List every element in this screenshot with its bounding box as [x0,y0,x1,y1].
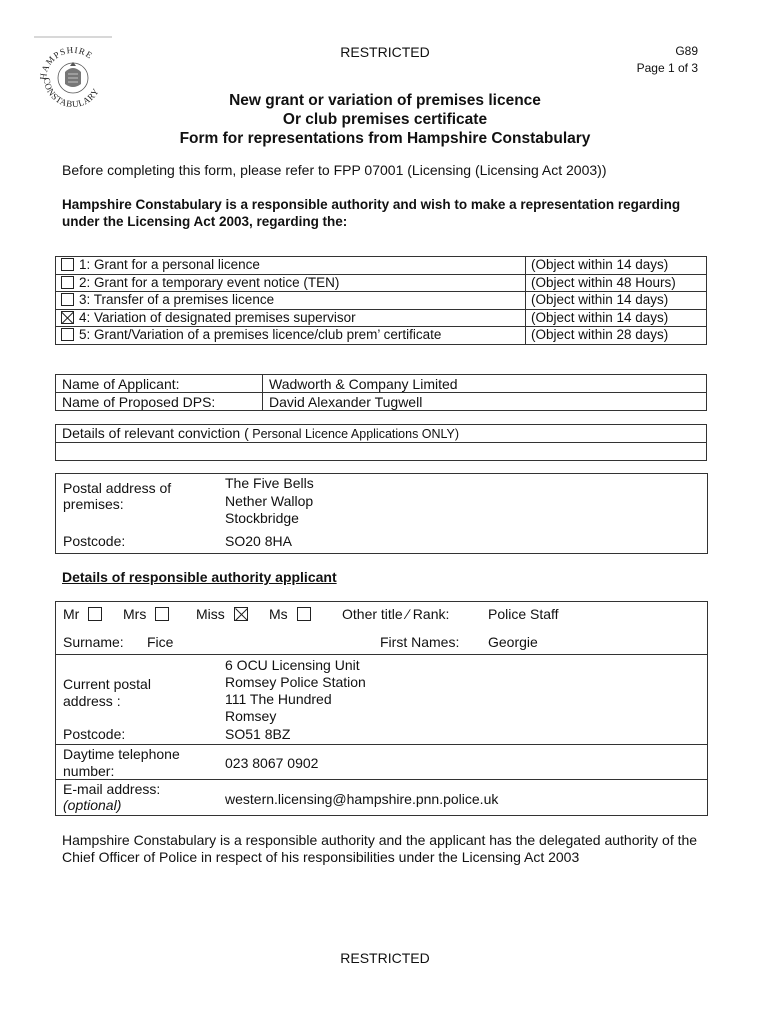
checkbox-option-2[interactable] [61,276,74,289]
current-address-value[interactable] [225,657,366,725]
responsible-authority-heading: Details of responsible authority applicant [62,569,337,585]
option-cell[interactable] [56,327,526,345]
current-address-label-2: address : [63,693,121,709]
option-row [56,292,707,310]
applicant-table [55,374,707,411]
phone-label [63,746,180,779]
phone-label-2: number: [63,762,115,779]
premises-address-line: Nether Wallop [225,492,314,509]
title-mr-label: Mr [63,606,80,622]
page-number: Page 1 of 3 [636,61,698,75]
dps-name-value[interactable]: David Alexander Tugwell [263,393,707,411]
premises-address-line: The Five Bells [225,475,314,491]
premises-address-value[interactable] [225,475,314,528]
option-deadline: (Object within 48 Hours) [526,274,707,292]
applicant-name-value[interactable]: Wadworth & Company Limited [263,375,707,393]
delegation-text: Hampshire Constabulary is a responsible authority and the applicant has the delegated authority of the Chief Officer of Police in respect of his responsibilities under the Licensing Act 2003 [62,832,698,865]
email-label-main: E-mail address: [63,781,161,797]
current-address-line: 111 The Hundred [225,691,332,707]
classification-header: RESTRICTED [340,44,430,60]
option-deadline: (Object within 14 days) [526,292,707,310]
option-cell[interactable] [56,257,526,275]
phone-label-1: Daytime telephone [63,746,180,762]
applicant-name-label: Name of Applicant: [56,375,263,393]
title-line-2: Or club premises certificate [282,111,488,128]
conviction-label [56,425,707,443]
title-mr[interactable] [63,606,102,622]
title-miss-label: Miss [196,606,225,622]
conviction-value-field[interactable] [56,443,707,461]
email-optional-note: (optional) [63,797,122,813]
option-label: 2: Grant for a temporary event notice (TEN) [79,274,340,290]
option-deadline: (Object within 14 days) [526,257,707,275]
divider [56,654,707,655]
premises-address-line: Stockbridge [225,510,299,526]
responsible-authority-box [55,601,708,816]
email-label [63,781,160,813]
checkbox-mr[interactable] [88,607,102,621]
intro-text: Before completing this form, please refer to FPP 07001 (Licensing (Licensing Act 2003)) [62,162,607,178]
premises-postcode-label: Postcode: [63,533,126,549]
option-row [56,274,707,292]
other-title-label: Other title ∕ Rank: [342,606,450,622]
option-row [56,257,707,275]
conviction-label-note: Personal Licence Applications ONLY) [248,427,460,441]
option-cell[interactable] [56,274,526,292]
form-code: G89 [675,44,698,58]
conviction-label-main: Details of relevant conviction ( [62,425,249,441]
option-label: 4: Variation of designated premises supervisor [79,309,356,325]
surname-label: Surname: [63,634,124,650]
premises-address-label [63,480,171,512]
checkbox-option-1[interactable] [61,258,74,271]
representation-type-table [55,256,707,345]
option-label: 3: Transfer of a premises licence [79,292,275,308]
checkbox-option-3[interactable] [61,293,74,306]
first-names-label: First Names: [380,634,460,650]
title-line-3: Form for representations from Hampshire Constabulary [179,130,591,147]
first-names-value[interactable]: Georgie [488,634,538,650]
current-address-label [63,676,151,710]
premises-address-label-2: premises: [63,496,124,512]
title-line-1: New grant or variation of premises licence [229,92,541,109]
ra-postcode-label: Postcode: [63,726,126,742]
premises-postcode-value[interactable]: SO20 8HA [225,533,292,549]
dps-name-label: Name of Proposed DPS: [56,393,263,411]
logo-text-bottom: CONSTABULARY [41,77,101,110]
checkbox-option-5[interactable] [61,328,74,341]
option-label: 5: Grant/Variation of a premises licence/club prem’ certificate [79,327,442,343]
surname-value[interactable]: Fice [147,634,174,650]
divider [56,744,707,745]
title-miss[interactable] [196,606,248,622]
option-cell[interactable] [56,309,526,327]
option-label: 1: Grant for a personal licence [79,257,260,273]
checkbox-option-4-checked[interactable] [61,311,74,324]
classification-footer: RESTRICTED [340,950,430,966]
premises-address-label-1: Postal address of [63,480,172,496]
conviction-table [55,424,707,461]
title-ms-label: Ms [269,606,288,622]
current-address-line: Romsey [225,708,277,724]
email-value[interactable]: western.licensing@hampshire.pnn.police.uk [225,791,499,807]
option-row [56,309,707,327]
title-mrs[interactable] [123,606,169,622]
divider [56,779,707,780]
premises-address-box [55,473,708,554]
option-row [56,327,707,345]
other-title-value[interactable]: Police Staff [488,606,559,622]
current-address-line: 6 OCU Licensing Unit [225,657,360,673]
checkbox-ms[interactable] [297,607,311,621]
logo-text-top: HAMPSHIRE [37,44,95,81]
current-address-line: Romsey Police Station [225,674,366,690]
title-ms[interactable] [269,606,311,622]
option-deadline: (Object within 14 days) [526,309,707,327]
authority-statement: Hampshire Constabulary is a responsible authority and wish to make a representation regarding under the Licensing Act 2003, regarding the: [62,197,681,229]
form-titles [0,91,770,148]
title-mrs-label: Mrs [123,606,147,622]
ra-postcode-value[interactable]: SO51 8BZ [225,726,291,742]
option-deadline: (Object within 28 days) [526,327,707,345]
checkbox-mrs[interactable] [155,607,169,621]
checkbox-miss-checked[interactable] [234,607,248,621]
phone-value[interactable]: 023 8067 0902 [225,755,319,771]
current-address-label-1: Current postal [63,676,151,692]
option-cell[interactable] [56,292,526,310]
